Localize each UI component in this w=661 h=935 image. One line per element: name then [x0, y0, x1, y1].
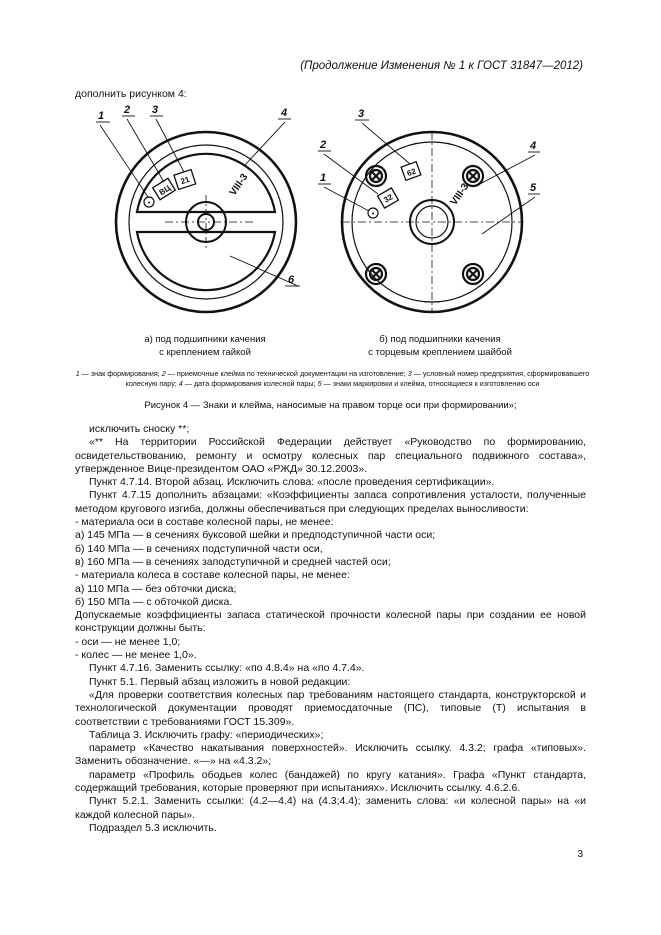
- paragraph: Пункт 4.7.15 дополнить абзацами: «Коэффициенты запаса сопротивления усталости, полученные методом кругового изгиба, должны обеспечиваться при следующих пределах выносливости:: [75, 489, 586, 515]
- stamp-b-2: 32: [382, 192, 395, 205]
- legend-text-1: — знак формирования;: [79, 369, 162, 378]
- paragraph: Допускаемые коэффициенты запаса статической прочности колесной пары при создании ее новой конструкции должны быть:: [75, 609, 586, 635]
- figure-legend: [70, 369, 595, 389]
- callout-b-4: 4: [530, 140, 537, 152]
- legend-text-4: — дата формирования колесной пары;: [182, 379, 318, 388]
- callout-b-1: 1: [320, 172, 327, 184]
- paragraph: параметр «Профиль ободьев колес (бандажей) по кругу катания». Графа «Пункт стандарта, содержащий требования, которые проверяют при испытаниях». Исключить ссылку. 4.6.2.6.: [75, 768, 586, 795]
- legend-num-1: 1: [75, 369, 80, 378]
- stamp-a-2: 21: [179, 174, 191, 187]
- stamp-a-1: ВЦ: [157, 183, 173, 198]
- paragraph: б) 140 МПа — в сечениях подступичной части оси,: [75, 542, 323, 555]
- paragraph: в) 160 МПа — в сечениях заподступичной и средней частей оси;: [75, 555, 391, 568]
- legend-text-2: — приемочные клейма по технической документации на изготовление;: [165, 369, 408, 378]
- paragraph: - материала колеса в составе колесной пары, не менее:: [75, 569, 350, 582]
- paragraph: б) 150 МПа — с обточкой диска.: [75, 595, 233, 608]
- callout-a-3: 3: [152, 104, 159, 116]
- legend-text-3: — условный номер предприятия, сформировавшего колесную пару;: [125, 369, 590, 388]
- caption-a-line-2: с креплением гайкой: [159, 347, 251, 358]
- paragraph: Пункт 4.7.16. Заменить ссылку: «по 4.8.4» на «по 4.7.4».: [89, 662, 365, 675]
- paragraph: а) 145 МПа — в сечениях буксовой шейки и предподступичной части оси;: [75, 529, 436, 542]
- legend-num-4: 4: [178, 379, 183, 388]
- figure-4-drawings: [80, 100, 540, 330]
- page-header: (Продолжение Изменения № 1 к ГОСТ 31847—2012): [300, 60, 583, 72]
- legend-num-3: 3: [407, 369, 412, 378]
- intro-text: дополнить рисунком 4:: [75, 88, 187, 100]
- legend-text-5: — знаки маркировки и клейма, относящиеся к изготовлению оси: [321, 379, 540, 388]
- caption-b-line-2: с торцевым креплением шайбой: [368, 347, 512, 358]
- stamp-b-3: VIII-3: [448, 181, 472, 208]
- legend-num-5: 5: [317, 379, 322, 388]
- drawing-b: [318, 120, 540, 312]
- caption-b-line-1: б) под подшипники качения: [379, 334, 501, 345]
- paragraph: а) 110 МПа — без обточки диска;: [75, 582, 237, 595]
- callout-b-5: 5: [530, 182, 537, 194]
- callout-a-2: 2: [124, 104, 131, 116]
- paragraph: Пункт 4.7.14. Второй абзац. Исключить слова: «после проведения сертификации».: [89, 476, 495, 489]
- paragraph: - оси — не менее 1,0;: [75, 635, 181, 648]
- drawing-a: [96, 116, 300, 312]
- callout-a-6: 6: [288, 274, 295, 286]
- paragraph: Пункт 5.1. Первый абзац изложить в новой редакции:: [89, 675, 351, 688]
- caption-a-line-1: а) под подшипники качения: [144, 334, 266, 345]
- caption-b: [330, 333, 550, 359]
- figure-title: Рисунок 4 — Знаки и клейма, наносимые на правом торце оси при формировании»;: [144, 400, 517, 411]
- stamp-a-3: VIII-3: [227, 172, 251, 198]
- page-number: 3: [577, 849, 583, 860]
- callout-b-2: 2: [320, 139, 327, 151]
- paragraph: - материала оси в составе колесной пары, не менее:: [75, 516, 334, 529]
- paragraph: - колес — не менее 1,0».: [75, 649, 197, 662]
- legend-num-2: 2: [161, 369, 166, 378]
- paragraph: «Для проверки соответствия колесных пар требованиям настоящего стандарта, конструкторской и технологической документации проводят приемосдаточные (ПС), типовые (Т) испытания в соответствии с требованиями ГОСТ 15.309».: [75, 688, 586, 728]
- paragraph: «** На территории Российской Федерации действует «Руководство по формированию, освидетельствованию, ремонту и осмотру колесных пар специального подвижного состава», утвержденное Вице-президентом ОАО «РЖД» 30.12.2003».: [75, 436, 586, 475]
- paragraph: Подраздел 5.3 исключить.: [89, 821, 217, 834]
- paragraph: Пункт 5.2.1. Заменить ссылки: (4.2—4.4) на (4.3;4.4); заменить слова: «и колесной пары» на «и каждой колесной пары».: [75, 795, 586, 821]
- body-text: [75, 423, 586, 835]
- svg-text:•: •: [147, 200, 151, 207]
- paragraph: исключить сноску **;: [89, 423, 190, 435]
- callout-b-3: 3: [358, 108, 365, 120]
- paragraph: параметр «Качество накатывания поверхностей». Исключить ссылку. 4.3.2; графа «типовых». Заменить обозначение. «—» на «4.3.2»;: [75, 742, 586, 768]
- caption-a: [100, 333, 310, 359]
- stamp-b-1: 62: [405, 166, 418, 179]
- callout-a-1: 1: [98, 110, 105, 122]
- paragraph: Таблица 3. Исключить графу: «периодических»;: [89, 728, 324, 741]
- svg-text:•: •: [371, 211, 375, 218]
- callout-a-4: 4: [281, 107, 288, 119]
